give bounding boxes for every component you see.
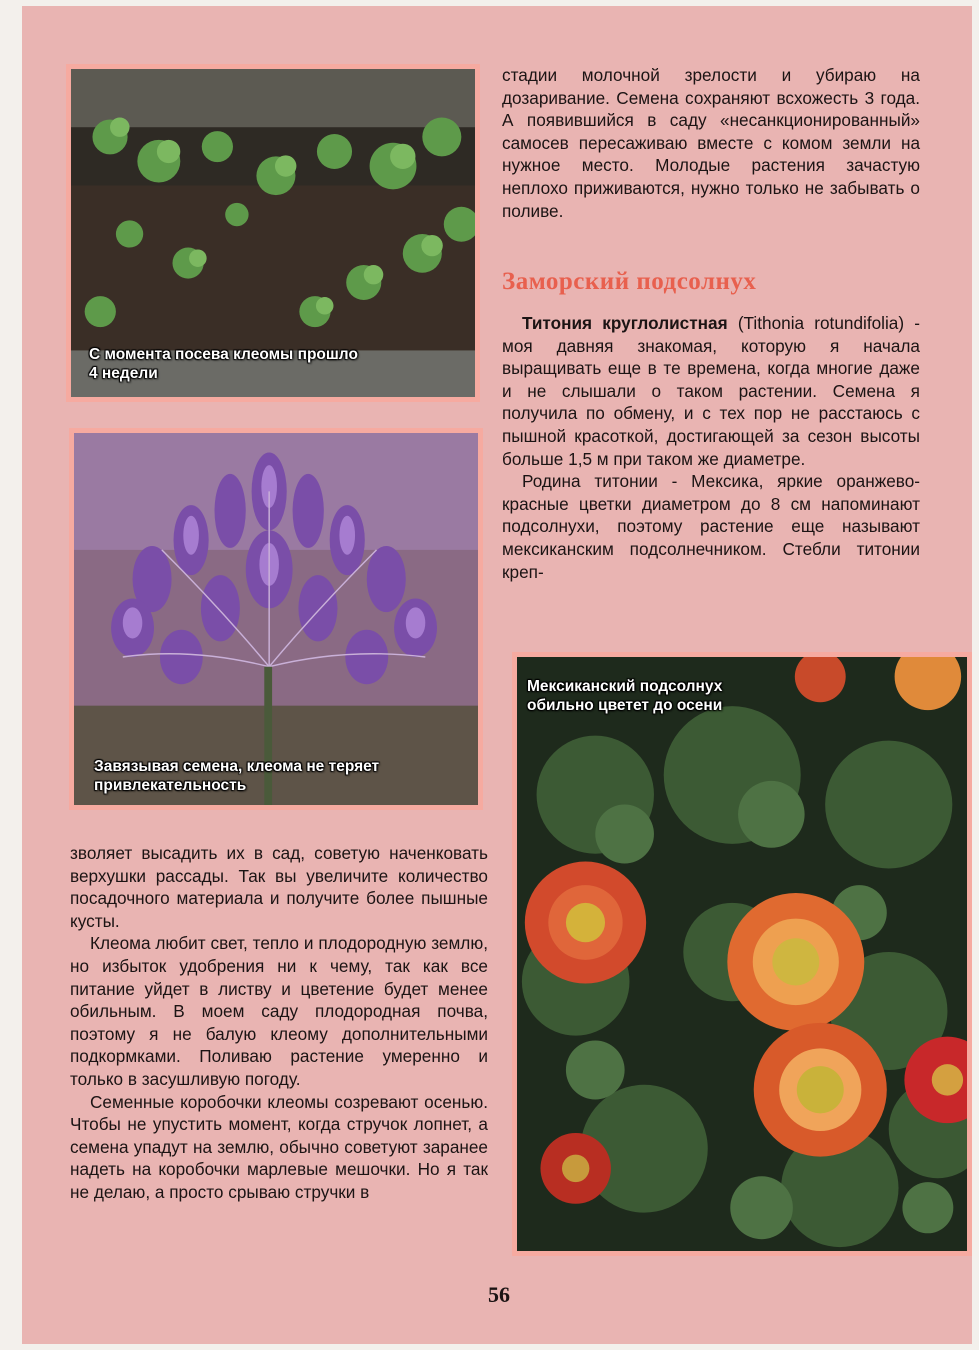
cleome-care-paragraph: Клеома любит свет, тепло и плодородную землю, но избыток удобрения ни к чему, так как все питание уйдет в листву и цветение будет менее обильным. В моем саду плодородная почва, поэтому я не балую клеому дополнительными подкормками. Поливаю растение умеренно и только в засушливую погоду.: [70, 933, 488, 1089]
tithonia-image: [517, 657, 967, 1251]
cleome-caption: Завязывая семена, клеома не теряет привлекательность: [94, 758, 380, 794]
tithonia-caption: Мексиканский подсолнух обильно цветет до осени: [527, 678, 723, 714]
tithonia-intro-text: (Tithonia rotundifolia) - моя давняя знакомая, которую я начала выращивать еще в те времена, когда многие даже и не слышали о таком растении. Семена я получила по обмену, и с тех пор не расстаюсь с пышной красоткой, достигающей за сезон высоты больше 1,5 м при таком же диаметре.: [502, 313, 920, 469]
tithonia-photo: [512, 652, 972, 1256]
right-column-top-text: [502, 64, 920, 222]
right-column-main-text: [502, 312, 920, 583]
cleome-photo: [69, 428, 483, 810]
flower-1: [525, 862, 646, 984]
seedlings-photo: [66, 64, 480, 402]
tithonia-name: Титония круглолистная: [522, 313, 728, 333]
pinching-paragraph: зволяет высадить их в сад, советую наченковать верхушки рассады. Так вы увеличите количество посадочного материала и получите более пышные кусты.: [70, 843, 488, 931]
paragraph-continued: стадии молочной зрелости и убираю на дозаривание. Семена сохраняют всхожесть 3 года. А появившийся в саду «несанкционированный» самосев пересаживаю вместе с комом земли на нужное место. Молодые растения зачастую неплохо приживаются, нужно только не забывать о поливе.: [502, 65, 920, 221]
left-column-bottom-text: [70, 842, 488, 1204]
section-heading: Заморский подсолнух: [502, 268, 757, 295]
tithonia-intro-paragraph: [502, 312, 920, 470]
seed-pods-paragraph: Семенные коробочки клеомы созревают осенью. Чтобы не упустить момент, когда стручок лопнет, а семена упадут на землю, обычно советуют заранее надеть на коробочки марлевые мешочки. Но я так не делаю, а просто срываю стручки в: [70, 1091, 488, 1202]
seedlings-caption: С момента посева клеомы прошло 4 недели: [89, 346, 358, 382]
tithonia-origin-paragraph: Родина титонии - Мексика, яркие оранжево-красные цветки диаметром до 8 см напоминают подсолнухи, поэтому растение еще называют мексиканским подсолнечником. Стебли титонии креп-: [502, 471, 920, 582]
cleome-image: [74, 433, 478, 805]
magazine-page: [22, 6, 972, 1344]
page-number: 56: [488, 1282, 510, 1307]
